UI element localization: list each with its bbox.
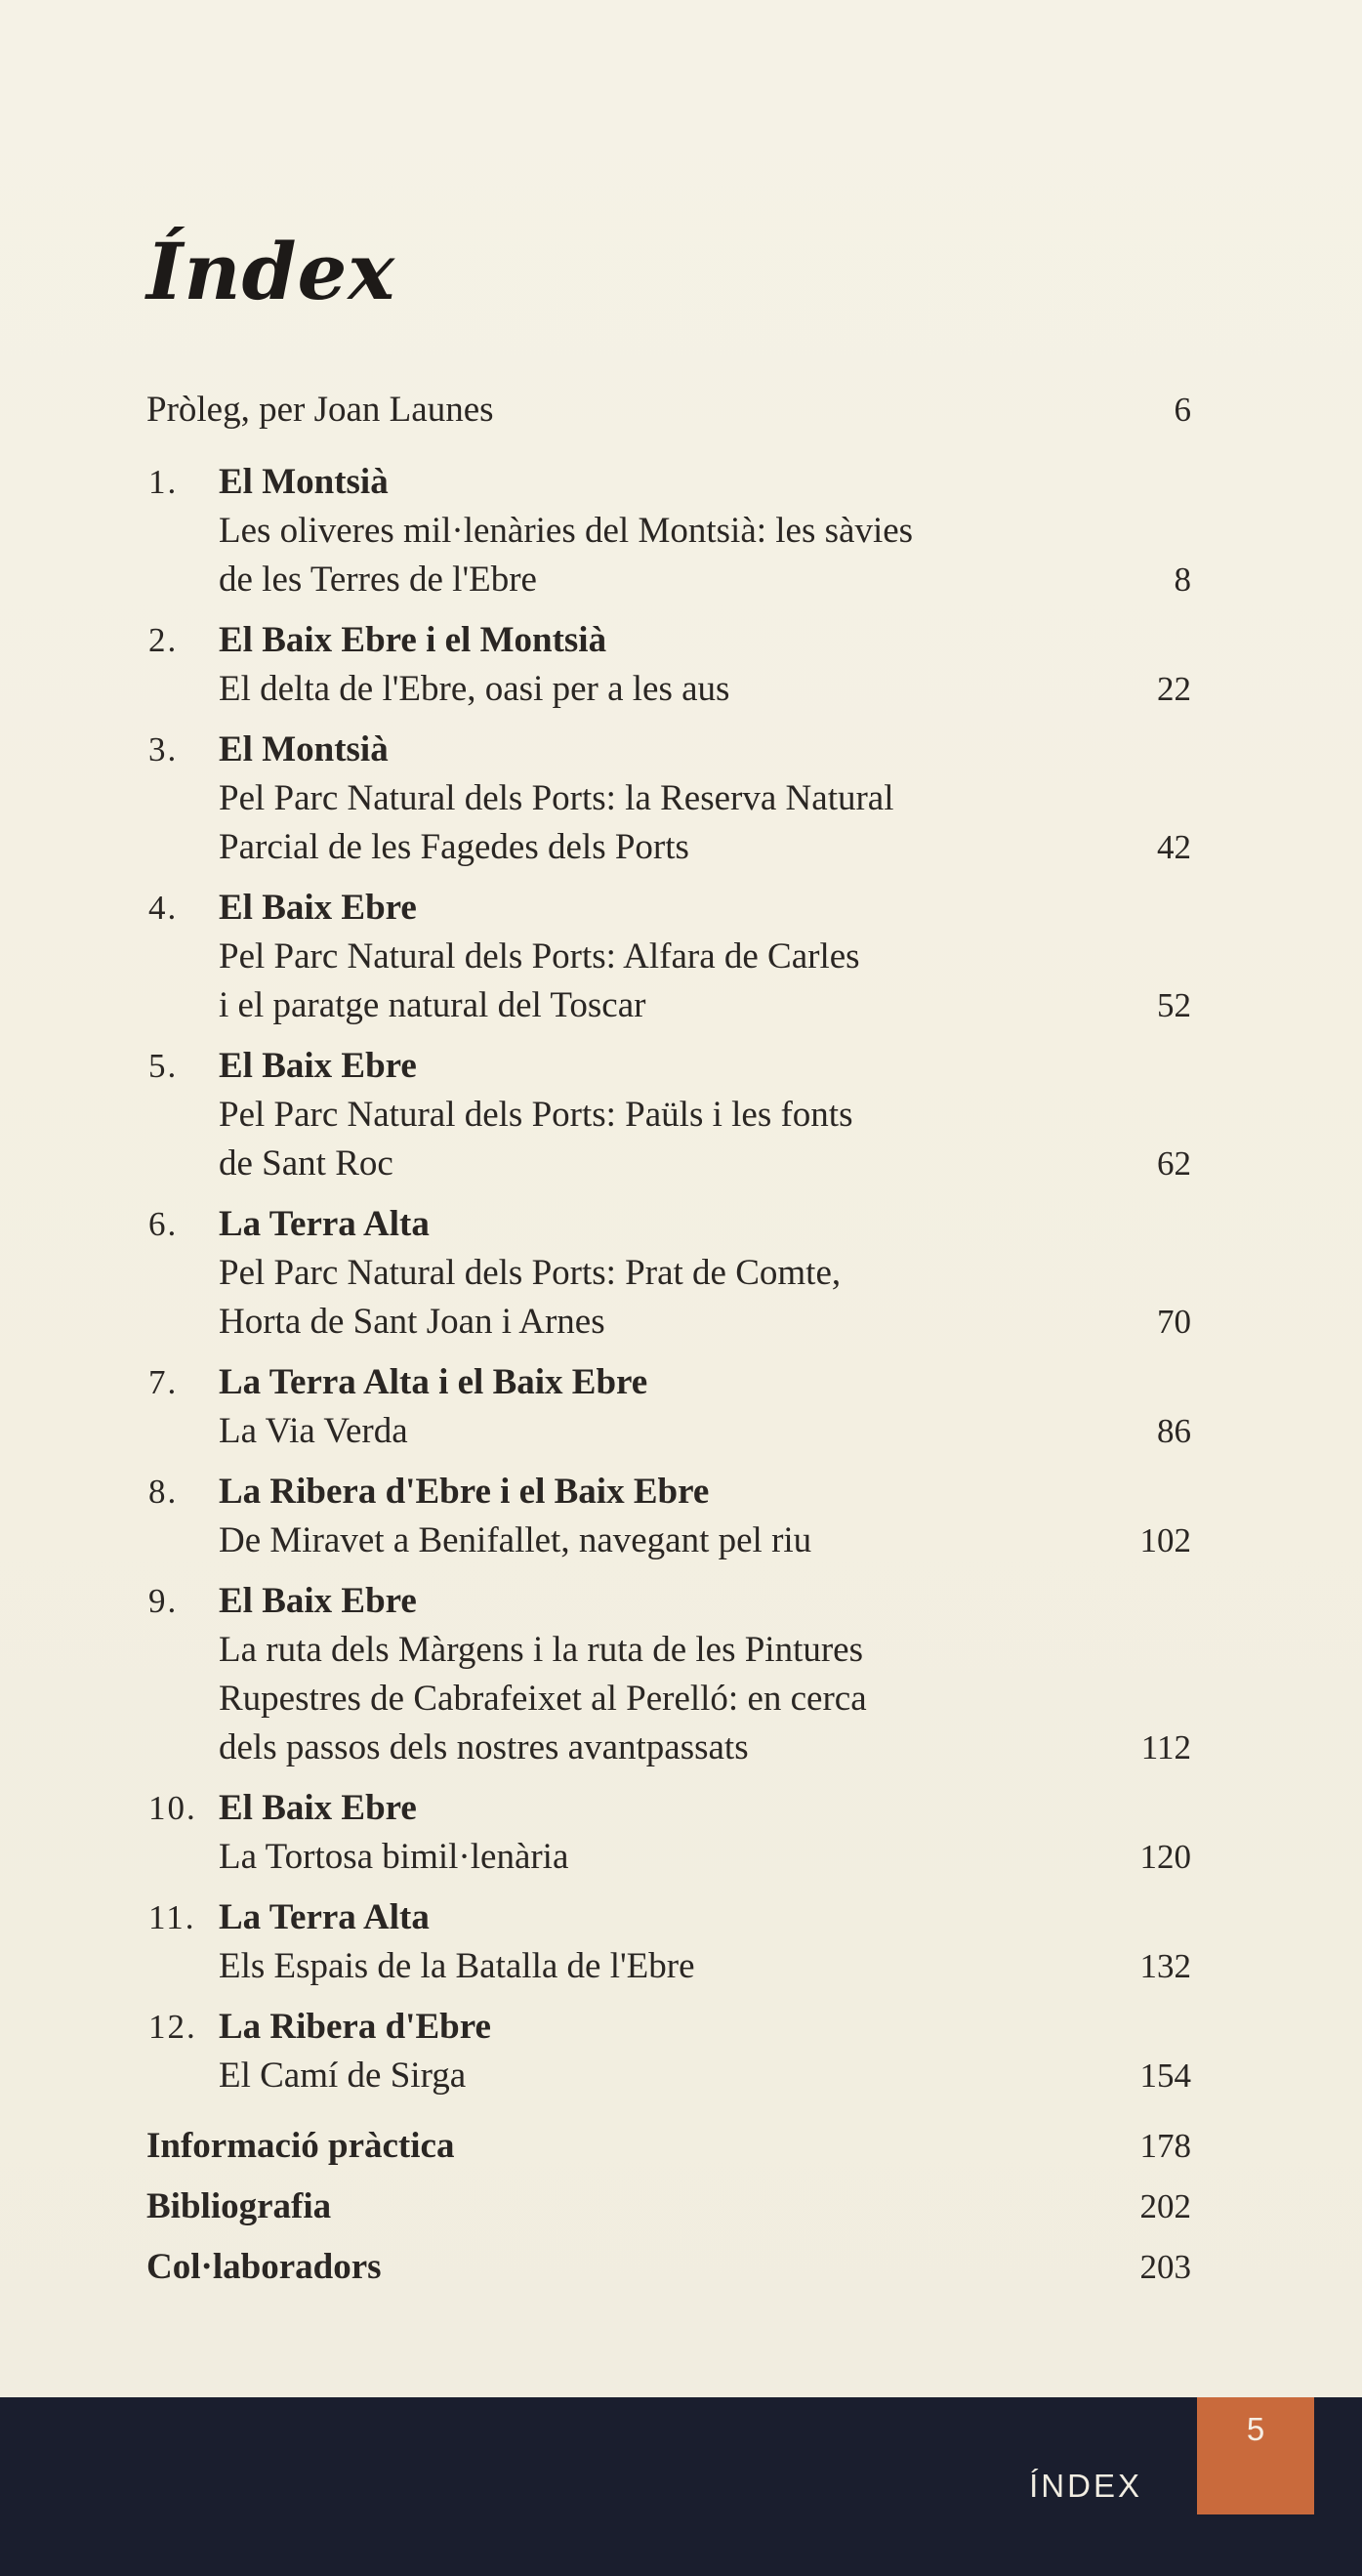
toc-entry — [146, 884, 1195, 1030]
entry-description-line: Pel Parc Natural dels Ports: Alfara de Carles — [219, 936, 860, 976]
toc-entry — [146, 1468, 1195, 1565]
toc-entry — [146, 616, 1195, 714]
chapter-list — [146, 458, 1195, 2100]
appendix-label: Bibliografia — [146, 2186, 332, 2226]
entry-description-line: De Miravet a Benifallet, navegant pel riu — [219, 1520, 812, 1560]
entry-page-number: 8 — [1174, 561, 1191, 599]
entry-body — [146, 458, 1195, 604]
entry-description-line: Els Espais de la Batalla de l'Ebre — [219, 1946, 695, 1986]
entry-description-line: La Via Verda — [219, 1411, 408, 1451]
prolog-title: Pròleg — [146, 390, 241, 430]
entry-body — [146, 616, 1195, 714]
entry-heading: La Terra Alta — [219, 1204, 430, 1244]
entry-description-line: Parcial de les Fagedes dels Ports — [219, 827, 689, 867]
entry-heading: El Baix Ebre — [219, 1581, 417, 1621]
entry-number: 3. — [148, 730, 179, 769]
entry-page-number: 86 — [1157, 1412, 1191, 1450]
entry-number: 11. — [148, 1898, 196, 1936]
entry-description-line: Pel Parc Natural dels Ports: Prat de Comte, — [219, 1253, 842, 1293]
entry-page-number: 154 — [1139, 2057, 1191, 2095]
entry-body — [146, 2003, 1195, 2100]
appendix-page-number: 203 — [1139, 2248, 1191, 2286]
appendix-label: Informació pràctica — [146, 2126, 455, 2166]
entry-number: 1. — [148, 463, 179, 501]
prolog-page-number: 6 — [1174, 391, 1191, 429]
entry-heading: La Ribera d'Ebre i el Baix Ebre — [219, 1472, 710, 1512]
entry-number: 8. — [148, 1473, 179, 1511]
toc-entry — [146, 726, 1195, 872]
toc-entry — [146, 1200, 1195, 1347]
entry-heading: El Baix Ebre — [219, 888, 417, 928]
appendix-entry — [146, 2243, 1195, 2292]
entry-body — [146, 884, 1195, 1030]
table-of-contents — [146, 386, 1195, 2304]
page-title: Índex — [146, 226, 396, 317]
entry-page-number: 120 — [1139, 1838, 1191, 1876]
appendix-label: Col·laboradors — [146, 2247, 382, 2287]
entry-body — [146, 1042, 1195, 1188]
entry-heading: El Baix Ebre — [219, 1046, 417, 1086]
toc-entry — [146, 1784, 1195, 1882]
entry-heading: El Baix Ebre i el Montsià — [219, 620, 607, 660]
entry-heading: El Baix Ebre — [219, 1788, 417, 1828]
entry-description-line: de Sant Roc — [219, 1143, 393, 1184]
entry-heading: La Terra Alta — [219, 1897, 430, 1937]
prolog-entry — [146, 386, 1195, 435]
toc-entry — [146, 458, 1195, 604]
entry-description-line: dels passos dels nostres avantpassats — [219, 1727, 749, 1767]
toc-entry — [146, 1042, 1195, 1188]
entry-body — [146, 1468, 1195, 1565]
section-label: ÍNDEX — [1029, 2468, 1142, 2504]
entry-description-line: i el paratge natural del Toscar — [219, 985, 646, 1025]
toc-entry — [146, 1893, 1195, 1991]
entry-description-line: La ruta dels Màrgens i la ruta de les Pintures — [219, 1630, 864, 1670]
entry-page-number: 22 — [1157, 670, 1191, 708]
entry-number: 7. — [148, 1363, 179, 1401]
entry-number: 9. — [148, 1582, 179, 1620]
entry-page-number: 52 — [1157, 986, 1191, 1024]
entry-body — [146, 1893, 1195, 1991]
prolog-line — [146, 386, 1195, 435]
entry-description-line: Rupestres de Cabrafeixet al Perelló: en cerca — [219, 1679, 867, 1719]
entry-description-line: Les oliveres mil·lenàries del Montsià: les sàvies — [219, 511, 914, 551]
entry-heading: El Montsià — [219, 729, 389, 769]
entry-heading: La Ribera d'Ebre — [219, 2007, 491, 2047]
appendix-entry — [146, 2122, 1195, 2171]
entry-description-line: El Camí de Sirga — [219, 2056, 467, 2096]
entry-body — [146, 1200, 1195, 1347]
entry-description-line: Horta de Sant Joan i Arnes — [219, 1302, 605, 1342]
entry-description-line: La Tortosa bimil·lenària — [219, 1837, 569, 1877]
entry-number: 2. — [148, 621, 179, 659]
page-number-badge: 5 — [1197, 2397, 1314, 2514]
entry-page-number: 42 — [1157, 828, 1191, 866]
entry-page-number: 112 — [1140, 1728, 1191, 1766]
entry-body — [146, 1577, 1195, 1772]
entry-page-number: 102 — [1139, 1521, 1191, 1559]
toc-entry — [146, 2003, 1195, 2100]
entry-heading: El Montsià — [219, 462, 389, 502]
footer-band — [0, 2397, 1362, 2576]
toc-entry — [146, 1358, 1195, 1456]
entry-description-line: de les Terres de l'Ebre — [219, 560, 537, 600]
entry-page-number: 62 — [1157, 1144, 1191, 1183]
entry-number: 4. — [148, 889, 179, 927]
prolog-author: , per Joan Launes — [240, 390, 494, 430]
entry-body — [146, 1358, 1195, 1456]
entry-description-line: Pel Parc Natural dels Ports: la Reserva Natural — [219, 778, 894, 818]
appendix-page-number: 178 — [1139, 2127, 1191, 2165]
entry-number: 10. — [148, 1789, 197, 1827]
appendix-entry — [146, 2182, 1195, 2231]
entry-page-number: 132 — [1139, 1947, 1191, 1985]
entry-number: 12. — [148, 2008, 197, 2046]
entry-body — [146, 726, 1195, 872]
entry-page-number: 70 — [1157, 1303, 1191, 1341]
appendix-list — [146, 2122, 1195, 2292]
entry-heading: La Terra Alta i el Baix Ebre — [219, 1362, 648, 1402]
appendix-page-number: 202 — [1139, 2187, 1191, 2225]
entry-description-line: Pel Parc Natural dels Ports: Paüls i les fonts — [219, 1095, 853, 1135]
entry-description-line: El delta de l'Ebre, oasi per a les aus — [219, 669, 730, 709]
entry-number: 5. — [148, 1047, 179, 1085]
entry-body — [146, 1784, 1195, 1882]
toc-entry — [146, 1577, 1195, 1772]
entry-number: 6. — [148, 1205, 179, 1243]
